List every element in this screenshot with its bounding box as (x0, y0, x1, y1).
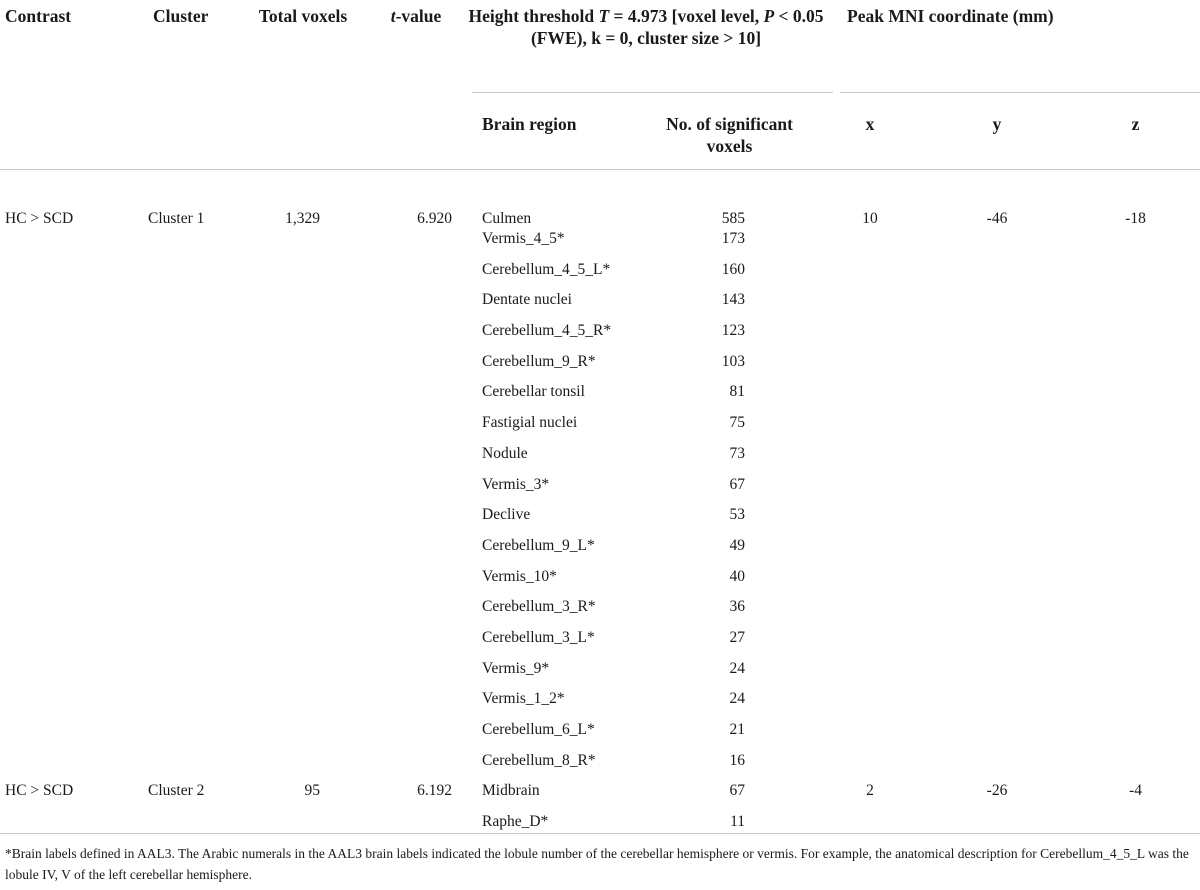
cell-significant-voxels: 160 (721, 260, 745, 278)
cell-empty (148, 628, 240, 659)
cell-significant-voxels: 21 (729, 721, 745, 738)
cell-empty (240, 505, 366, 536)
cell-brain-region: Cerebellum_4_5_R* (482, 322, 612, 340)
cell-significant-voxels: 173 (721, 230, 745, 247)
cell-significant-voxels: 36 (729, 598, 745, 616)
cell-empty (817, 597, 943, 628)
cell-brain-region: Vermis_1_2* (482, 690, 565, 708)
cell-significant-voxels: 24 (729, 659, 745, 677)
table-row (0, 229, 1200, 260)
table-row (0, 352, 1200, 383)
header-y: y (992, 114, 1002, 134)
cell-significant-voxels: 73 (729, 444, 745, 462)
cell-brain-region: Midbrain (482, 782, 540, 800)
header-peak-mni: Peak MNI coordinate (mm) (847, 6, 1054, 26)
cell-cluster: Cluster 1 (148, 210, 205, 227)
cell-t-value: 6.920 (417, 210, 452, 227)
table-row (0, 191, 1200, 229)
cell-empty (943, 812, 1051, 842)
cell-empty (0, 689, 148, 720)
cell-empty (366, 689, 466, 720)
cell-brain-region: Raphe_D* (482, 813, 549, 831)
cell-brain-region: Cerebellum_3_R* (482, 598, 596, 616)
cell-empty (0, 567, 148, 598)
table-row (0, 444, 1200, 475)
cell-significant-voxels: 81 (729, 383, 745, 401)
cell-y: -26 (986, 782, 1008, 800)
header-t-value: t-value (390, 6, 442, 26)
cell-brain-region: Cerebellar tonsil (482, 383, 585, 401)
cell-empty (943, 597, 1051, 628)
cell-significant-voxels: 24 (729, 690, 745, 708)
cell-empty (0, 812, 148, 842)
cell-t-value: 6.192 (417, 782, 452, 800)
table-row (0, 413, 1200, 444)
cell-empty (366, 751, 466, 782)
cell-empty (148, 505, 240, 536)
cell-contrast: HC > SCD (5, 782, 74, 800)
cell-empty (366, 812, 466, 842)
cell-empty (366, 382, 466, 413)
cell-empty (240, 597, 366, 628)
cell-significant-voxels: 103 (721, 352, 745, 370)
cell-empty (1051, 567, 1200, 598)
cell-empty (148, 597, 240, 628)
cell-z: -18 (1125, 210, 1146, 227)
cell-empty (240, 567, 366, 598)
cell-significant-voxels: 143 (721, 291, 745, 309)
cell-empty (240, 689, 366, 720)
cell-empty (1051, 229, 1200, 260)
header-group-rule-peak (840, 92, 1200, 93)
cell-empty (817, 505, 943, 536)
cell-empty (943, 260, 1051, 291)
cell-empty (0, 444, 148, 475)
cell-brain-region: Fastigial nuclei (482, 414, 578, 432)
cell-brain-region: Vermis_10* (482, 567, 557, 585)
cell-empty (943, 567, 1051, 598)
cell-significant-voxels: 75 (729, 414, 745, 432)
table-row (0, 260, 1200, 291)
cell-empty (240, 628, 366, 659)
cell-cluster: Cluster 2 (148, 782, 205, 800)
cell-empty (240, 352, 366, 383)
cell-significant-voxels: 67 (729, 782, 745, 800)
table-row (0, 505, 1200, 536)
cell-empty (817, 444, 943, 475)
cell-empty (0, 260, 148, 291)
cell-empty (1051, 628, 1200, 659)
cell-empty (240, 444, 366, 475)
cell-brain-region: Declive (482, 506, 531, 524)
table-row (0, 812, 1200, 842)
cell-brain-region: Vermis_4_5* (482, 230, 565, 247)
cell-empty (240, 751, 366, 782)
cell-empty (148, 536, 240, 567)
cell-empty (1051, 812, 1200, 842)
cell-z: -4 (1129, 782, 1142, 800)
cell-empty (1051, 290, 1200, 321)
cell-empty (817, 290, 943, 321)
cell-empty (148, 812, 240, 842)
cell-empty (1051, 352, 1200, 383)
cell-significant-voxels: 16 (729, 751, 745, 769)
cell-empty (0, 352, 148, 383)
cell-empty (240, 321, 366, 352)
table-row (0, 597, 1200, 628)
header-cluster: Cluster (153, 6, 209, 26)
cell-empty (148, 720, 240, 751)
table-row (0, 290, 1200, 321)
cell-empty (366, 290, 466, 321)
cell-brain-region: Cerebellum_9_L* (482, 536, 595, 554)
cell-empty (943, 229, 1051, 260)
cell-empty (1051, 659, 1200, 690)
cell-empty (817, 260, 943, 291)
cell-significant-voxels: 27 (729, 628, 745, 646)
cell-significant-voxels: 585 (721, 210, 745, 227)
table-bottom-rule (0, 833, 1200, 834)
cell-empty (943, 720, 1051, 751)
cell-empty (1051, 597, 1200, 628)
header-x: x (865, 114, 875, 134)
cell-empty (366, 352, 466, 383)
cell-empty (1051, 536, 1200, 567)
cell-brain-region: Nodule (482, 444, 528, 462)
table-footnote: *Brain labels defined in AAL3. The Arabic numerals in the AAL3 brain labels indicated the lobule number of the cerebellar hemisphere or vermis. For example, the anatomical description for Cerebellum_4_5_L was the lobule IV, V of the left cerebellar hemisphere. (5, 846, 1189, 882)
cell-empty (366, 536, 466, 567)
cell-empty (0, 382, 148, 413)
cell-empty (817, 536, 943, 567)
cell-empty (943, 413, 1051, 444)
cell-empty (0, 628, 148, 659)
cell-empty (366, 567, 466, 598)
cell-empty (240, 413, 366, 444)
cell-empty (817, 659, 943, 690)
cell-empty (1051, 321, 1200, 352)
cell-empty (148, 567, 240, 598)
cell-brain-region: Vermis_3* (482, 475, 550, 493)
table-row (0, 382, 1200, 413)
cell-empty (817, 229, 943, 260)
cell-empty (366, 260, 466, 291)
header-group-rule-threshold (472, 92, 833, 93)
cell-empty (1051, 260, 1200, 291)
cell-empty (817, 628, 943, 659)
cell-empty (366, 659, 466, 690)
cell-y: -46 (986, 210, 1008, 227)
cell-empty (0, 597, 148, 628)
cell-significant-voxels: 53 (729, 506, 745, 524)
cell-empty (366, 597, 466, 628)
cell-empty (240, 290, 366, 321)
cell-empty (366, 229, 466, 260)
cell-brain-region: Cerebellum_3_L* (482, 628, 595, 646)
cell-empty (366, 720, 466, 751)
cell-brain-region: Cerebellum_4_5_L* (482, 260, 611, 278)
cell-significant-voxels: 123 (721, 322, 745, 340)
cell-significant-voxels: 49 (729, 536, 745, 554)
cell-empty (240, 260, 366, 291)
cell-empty (148, 352, 240, 383)
cell-empty (817, 321, 943, 352)
cell-empty (943, 352, 1051, 383)
cell-empty (943, 475, 1051, 506)
cell-empty (366, 628, 466, 659)
cell-empty (240, 382, 366, 413)
cell-brain-region: Cerebellum_8_R* (482, 751, 596, 769)
cell-empty (817, 352, 943, 383)
cell-empty (1051, 475, 1200, 506)
cell-empty (817, 720, 943, 751)
cell-empty (1051, 382, 1200, 413)
table-row (0, 781, 1200, 812)
cell-empty (943, 659, 1051, 690)
cell-empty (0, 751, 148, 782)
header-contrast: Contrast (5, 6, 72, 26)
table-row (0, 689, 1200, 720)
table-row (0, 536, 1200, 567)
cell-x: 2 (866, 782, 874, 800)
cell-brain-region: Cerebellum_6_L* (482, 721, 595, 738)
cell-empty (1051, 751, 1200, 782)
cell-empty (148, 413, 240, 444)
cell-empty (943, 751, 1051, 782)
cell-significant-voxels: 67 (729, 475, 745, 493)
cell-brain-region: Cerebellum_9_R* (482, 352, 596, 370)
cell-x: 10 (862, 210, 878, 227)
cell-empty (0, 505, 148, 536)
cell-brain-region: Vermis_9* (482, 659, 550, 677)
cell-empty (0, 290, 148, 321)
cell-empty (240, 720, 366, 751)
cell-empty (366, 505, 466, 536)
cell-empty (366, 444, 466, 475)
cell-empty (817, 382, 943, 413)
cell-significant-voxels: 11 (730, 813, 745, 831)
cell-empty (943, 689, 1051, 720)
cell-empty (1051, 413, 1200, 444)
table-row (0, 751, 1200, 782)
table-row (0, 475, 1200, 506)
cell-empty (817, 689, 943, 720)
cell-contrast: HC > SCD (5, 210, 74, 227)
cell-empty (240, 812, 366, 842)
cell-empty (817, 413, 943, 444)
cell-empty (0, 321, 148, 352)
table-row (0, 720, 1200, 751)
header-height-threshold: Height threshold T = 4.973 [voxel level, P < 0.05 (FWE), k = 0, cluster size > 10] (468, 6, 824, 48)
cell-empty (1051, 720, 1200, 751)
cell-empty (0, 536, 148, 567)
header-total-voxels: Total voxels (258, 6, 348, 26)
cell-empty (148, 260, 240, 291)
cell-empty (1051, 505, 1200, 536)
cell-empty (240, 229, 366, 260)
cell-empty (148, 475, 240, 506)
cell-brain-region: Culmen (482, 210, 532, 227)
cell-empty (943, 382, 1051, 413)
cell-empty (148, 229, 240, 260)
header-z: z (1131, 114, 1140, 134)
cell-empty (817, 475, 943, 506)
cell-empty (1051, 689, 1200, 720)
header-significant-voxels: No. of significant voxels (666, 114, 793, 156)
cell-empty (817, 812, 943, 842)
header-bottom-rule (0, 169, 1200, 170)
cell-empty (366, 475, 466, 506)
cell-empty (0, 720, 148, 751)
table-row (0, 567, 1200, 598)
cell-empty (943, 444, 1051, 475)
cell-empty (0, 413, 148, 444)
cell-significant-voxels: 40 (729, 567, 745, 585)
cell-brain-region: Dentate nuclei (482, 291, 572, 309)
cell-empty (148, 689, 240, 720)
cell-total-voxels: 1,329 (285, 210, 320, 227)
cell-empty (240, 659, 366, 690)
cell-empty (817, 567, 943, 598)
cell-empty (148, 290, 240, 321)
cell-empty (943, 628, 1051, 659)
cell-empty (943, 321, 1051, 352)
cell-empty (148, 382, 240, 413)
table-row (0, 321, 1200, 352)
cell-empty (366, 413, 466, 444)
cell-empty (148, 444, 240, 475)
cell-empty (148, 659, 240, 690)
cell-empty (0, 475, 148, 506)
cell-empty (943, 290, 1051, 321)
cell-total-voxels: 95 (304, 782, 320, 800)
header-brain-region: Brain region (482, 114, 577, 134)
cell-empty (148, 321, 240, 352)
cell-empty (943, 505, 1051, 536)
results-body (0, 191, 1200, 842)
cell-empty (240, 475, 366, 506)
cell-empty (0, 659, 148, 690)
cell-empty (240, 536, 366, 567)
table-row (0, 628, 1200, 659)
cell-empty (0, 229, 148, 260)
cell-empty (1051, 444, 1200, 475)
cell-empty (148, 751, 240, 782)
table-row (0, 659, 1200, 690)
cell-empty (943, 536, 1051, 567)
cell-empty (817, 751, 943, 782)
cell-empty (366, 321, 466, 352)
